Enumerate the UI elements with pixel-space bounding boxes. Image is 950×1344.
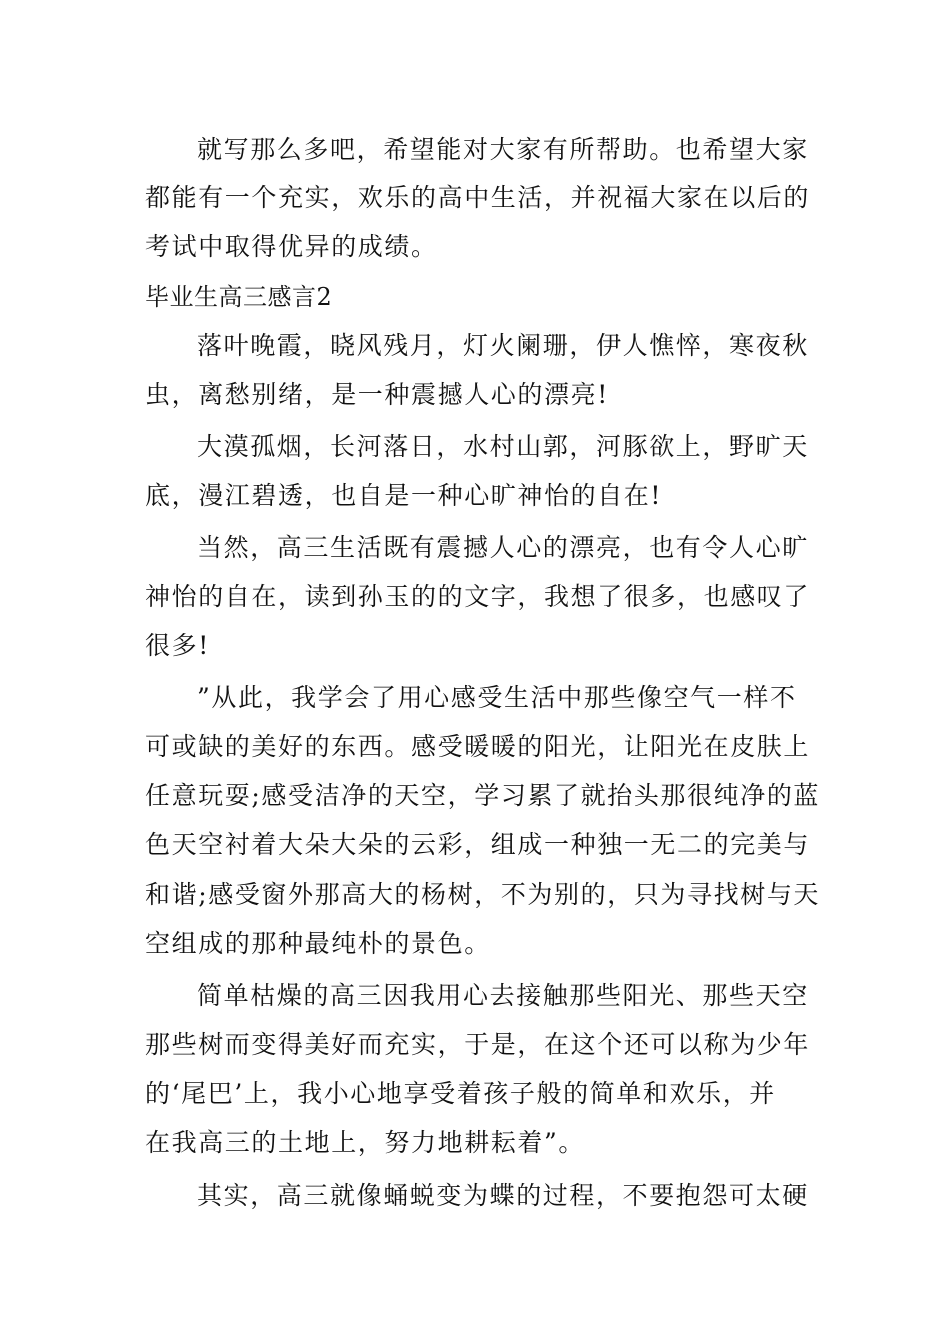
paragraph-line: 落叶晚霞，晓风残月，灯火阑珊，伊人憔悴，寒夜秋 xyxy=(197,331,809,360)
paragraph-line: 考试中取得优异的成绩。 xyxy=(145,232,438,261)
paragraph-line: 都能有一个充实，欢乐的高中生活，并祝福大家在以后的 xyxy=(145,183,811,212)
paragraph-line: 空组成的那种最纯朴的景色。 xyxy=(145,929,491,958)
paragraph-line: 当然，高三生活既有震撼人心的漂亮，也有令人心旷 xyxy=(197,533,809,562)
paragraph-line: 底，漫江碧透，也自是一种心旷神怡的自在! xyxy=(145,481,663,510)
paragraph-line: 很多! xyxy=(145,631,210,660)
paragraph-line: 简单枯燥的高三因我用心去接触那些阳光、那些天空 xyxy=(197,981,809,1010)
paragraph-line: 色天空衬着大朵大朵的云彩，组成一种独一无二的完美与 xyxy=(145,830,811,859)
paragraph-line: 可或缺的美好的东西。感受暖暖的阳光，让阳光在皮肤上 xyxy=(145,732,811,761)
paragraph-line: 在我高三的土地上，努力地耕耘着”。 xyxy=(145,1128,585,1157)
paragraph-line: 那些树而变得美好而充实，于是，在这个还可以称为少年 xyxy=(145,1030,811,1059)
section-heading: 毕业生高三感言2 xyxy=(145,283,333,311)
paragraph-line: 大漠孤烟，长河落日，水村山郭，河豚欲上，野旷天 xyxy=(197,432,809,461)
paragraph-line: 和谐;感受窗外那高大的杨树，不为别的，只为寻找树与天 xyxy=(145,880,821,909)
paragraph-line: 的‘尾巴’上，我小心地享受着孩子般的简单和欢乐，并 xyxy=(145,1079,776,1108)
paragraph-line: 任意玩耍;感受洁净的天空，学习累了就抬头那很纯净的蓝 xyxy=(145,781,821,810)
paragraph-line: ”从此，我学会了用心感受生活中那些像空气一样不 xyxy=(197,683,797,712)
paragraph-line: 就写那么多吧，希望能对大家有所帮助。也希望大家 xyxy=(197,135,809,164)
paragraph-line: 其实，高三就像蛹蜕变为蝶的过程，不要抱怨可太硬 xyxy=(197,1181,809,1210)
paragraph-line: 虫，离愁别绪，是一种震撼人心的漂亮! xyxy=(145,380,609,409)
paragraph-line: 神怡的自在，读到孙玉的的文字，我想了很多，也感叹了 xyxy=(145,582,811,611)
